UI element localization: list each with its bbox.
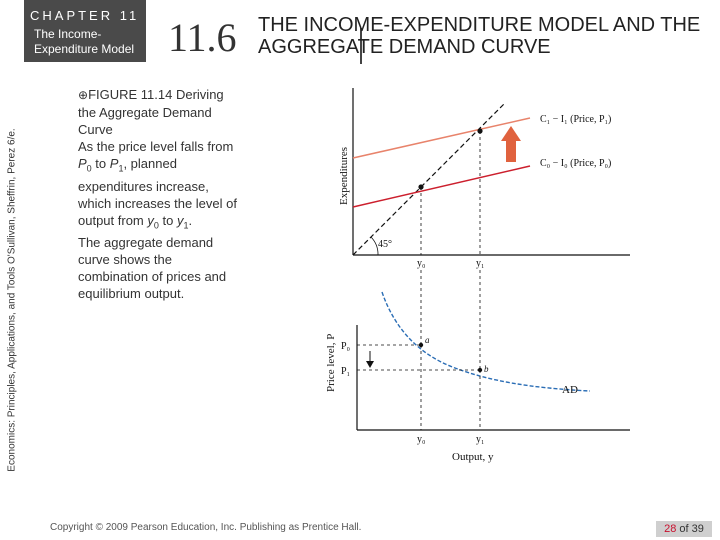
lower-expenditure-line xyxy=(353,166,530,207)
caption-p0-sub: 0 xyxy=(86,163,92,174)
caption-text-4: The aggregate demand curve shows the combination of prices and equilibrium output. xyxy=(78,235,227,302)
caption-y0: y xyxy=(147,212,154,228)
point-a-label: a xyxy=(425,335,430,345)
bottom-y-label: Price level, P xyxy=(325,333,337,392)
shift-up-arrow-icon xyxy=(501,126,521,162)
caption-text-2: , planned expenditures increase, which increases the level of output from xyxy=(78,156,237,228)
chapter-subtitle: The Income-Expenditure Model xyxy=(34,27,135,56)
ad-label: AD xyxy=(562,384,578,396)
point-b-label: b xyxy=(484,364,489,374)
top-tick-y0: y₀ xyxy=(417,258,426,269)
figure-icon: ⊕ xyxy=(78,88,89,102)
copyright-footer: Copyright © 2009 Pearson Education, Inc. Publishing as Prentice Hall. xyxy=(50,522,362,533)
ad-curve xyxy=(382,292,590,391)
bottom-tick-y1: y₁ xyxy=(476,434,485,445)
page-indicator xyxy=(656,521,712,537)
bottom-tick-p0: P₀ xyxy=(341,341,351,352)
caption-text-1: As the price level falls from xyxy=(78,139,234,154)
section-title: THE INCOME-EXPENDITURE MODEL AND THE AGGREGATE DEMAND CURVE xyxy=(258,14,701,58)
lower-line-label: C₀ − I₀ (Price, P₀) xyxy=(540,158,612,169)
bottom-tick-y0: y₀ xyxy=(417,434,426,445)
caption-text-3: . xyxy=(188,212,193,228)
caption-to: to xyxy=(91,156,110,171)
caption-p0: P xyxy=(78,156,87,171)
diagonal-45-line xyxy=(353,103,505,255)
caption-to-2: to xyxy=(158,212,177,228)
price-down-arrow-icon xyxy=(366,351,374,368)
section-number: 11.6 xyxy=(168,15,237,60)
bottom-x-label: Output, y xyxy=(452,451,494,463)
caption-p1-sub: 1 xyxy=(118,163,124,174)
page-total: of 39 xyxy=(676,523,704,535)
top-y-label: Expenditures xyxy=(338,146,350,205)
caption-y0-sub: 0 xyxy=(153,220,159,231)
bottom-tick-p1: P₁ xyxy=(341,366,351,377)
caption-p1: P xyxy=(109,156,119,171)
figure-title-text: FIGURE 11.14 Deriving the Aggregate Demand Curve xyxy=(78,87,224,137)
caption-y1: y xyxy=(176,212,184,228)
caption-y1-sub: 1 xyxy=(183,220,189,231)
upper-line-label: C₁ − I₁ (Price, P₁) xyxy=(540,114,612,125)
chapter-label: CHAPTER 11 xyxy=(30,8,140,23)
top-tick-y1: y₁ xyxy=(476,258,485,269)
degree-label: 45° xyxy=(378,239,392,250)
page-current: 28 xyxy=(664,523,677,535)
side-credit: Economics: Principles, Applications, and Tools O'Sullivan, Sheffrin, Perez 6/e. xyxy=(6,128,18,472)
angle-arc xyxy=(371,237,378,255)
